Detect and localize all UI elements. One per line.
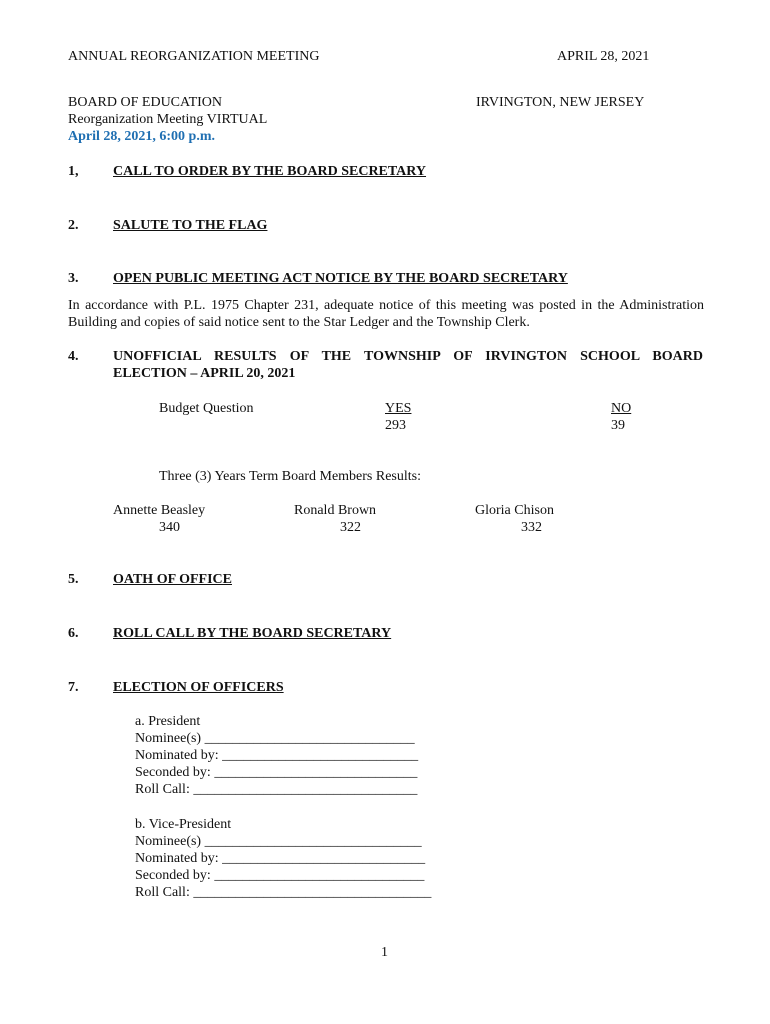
item-number: 6. <box>68 626 79 641</box>
notice-paragraph: In accordance with P.L. 1975 Chapter 231, adequate notice of this meeting was posted in the Administration Building and copies of said notice sent to the Star Ledger and the Township Clerk. <box>68 298 704 330</box>
president-nominated-by-line: Nominated by: ____________________________ <box>135 748 419 763</box>
vice-president-nominee-line: Nominee(s) _______________________________ <box>135 834 422 849</box>
meeting-type: Reorganization Meeting VIRTUAL <box>68 112 268 127</box>
board-name: BOARD OF EDUCATION <box>68 95 223 110</box>
vice-president-heading: b. Vice-President <box>135 817 232 832</box>
president-nominee-line: Nominee(s) ______________________________ <box>135 731 415 746</box>
budget-yes-value: 293 <box>385 418 406 433</box>
item-title-election-results: UNOFFICIAL RESULTS OF THE TOWNSHIP OF IRVINGTON SCHOOL BOARD <box>113 349 703 364</box>
candidate-votes: 332 <box>521 520 542 535</box>
item-number: 1, <box>68 164 79 179</box>
budget-question-label: Budget Question <box>159 401 254 416</box>
page-number: 1 <box>381 945 388 960</box>
vice-president-block <box>135 816 431 901</box>
candidate-votes: 322 <box>340 520 361 535</box>
item-number: 7. <box>68 680 79 695</box>
item-number: 2. <box>68 218 79 233</box>
budget-yes-header: YES <box>385 401 412 416</box>
candidate-name: Ronald Brown <box>294 503 377 518</box>
budget-no-value: 39 <box>611 418 625 433</box>
item-title-open-meeting-notice: OPEN PUBLIC MEETING ACT NOTICE BY THE BOARD SECRETARY <box>113 271 568 286</box>
item-title-call-to-order: CALL TO ORDER BY THE BOARD SECRETARY <box>113 164 427 179</box>
president-roll-call-line: Roll Call: ________________________________ <box>135 782 418 797</box>
candidate-name: Annette Beasley <box>113 503 206 518</box>
budget-no-header: NO <box>611 401 632 416</box>
meeting-datetime: April 28, 2021, 6:00 p.m. <box>68 129 215 144</box>
item-number: 5. <box>68 572 79 587</box>
vice-president-nominated-by-line: Nominated by: _____________________________ <box>135 851 426 866</box>
candidate-name: Gloria Chison <box>475 503 554 518</box>
item-title-roll-call: ROLL CALL BY THE BOARD SECRETARY <box>113 626 392 641</box>
vice-president-roll-call-line: Roll Call: __________________________________ <box>135 885 432 900</box>
president-heading: a. President <box>135 714 201 729</box>
item-number: 4. <box>68 349 79 364</box>
item-title-election-results-line2: ELECTION – APRIL 20, 2021 <box>113 366 296 381</box>
header-date: APRIL 28, 2021 <box>557 49 650 64</box>
item-title-salute-flag: SALUTE TO THE FLAG <box>113 218 268 233</box>
header-title: ANNUAL REORGANIZATION MEETING <box>68 49 320 64</box>
vice-president-seconded-by-line: Seconded by: ______________________________ <box>135 868 425 883</box>
item-title-oath-of-office: OATH OF OFFICE <box>113 572 232 587</box>
term-results-label: Three (3) Years Term Board Members Results: <box>159 469 421 484</box>
item-title-election-of-officers: ELECTION OF OFFICERS <box>113 680 284 695</box>
board-location: IRVINGTON, NEW JERSEY <box>476 95 645 110</box>
item-number: 3. <box>68 271 79 286</box>
candidate-votes: 340 <box>159 520 180 535</box>
president-block <box>135 713 418 798</box>
president-seconded-by-line: Seconded by: _____________________________ <box>135 765 418 780</box>
